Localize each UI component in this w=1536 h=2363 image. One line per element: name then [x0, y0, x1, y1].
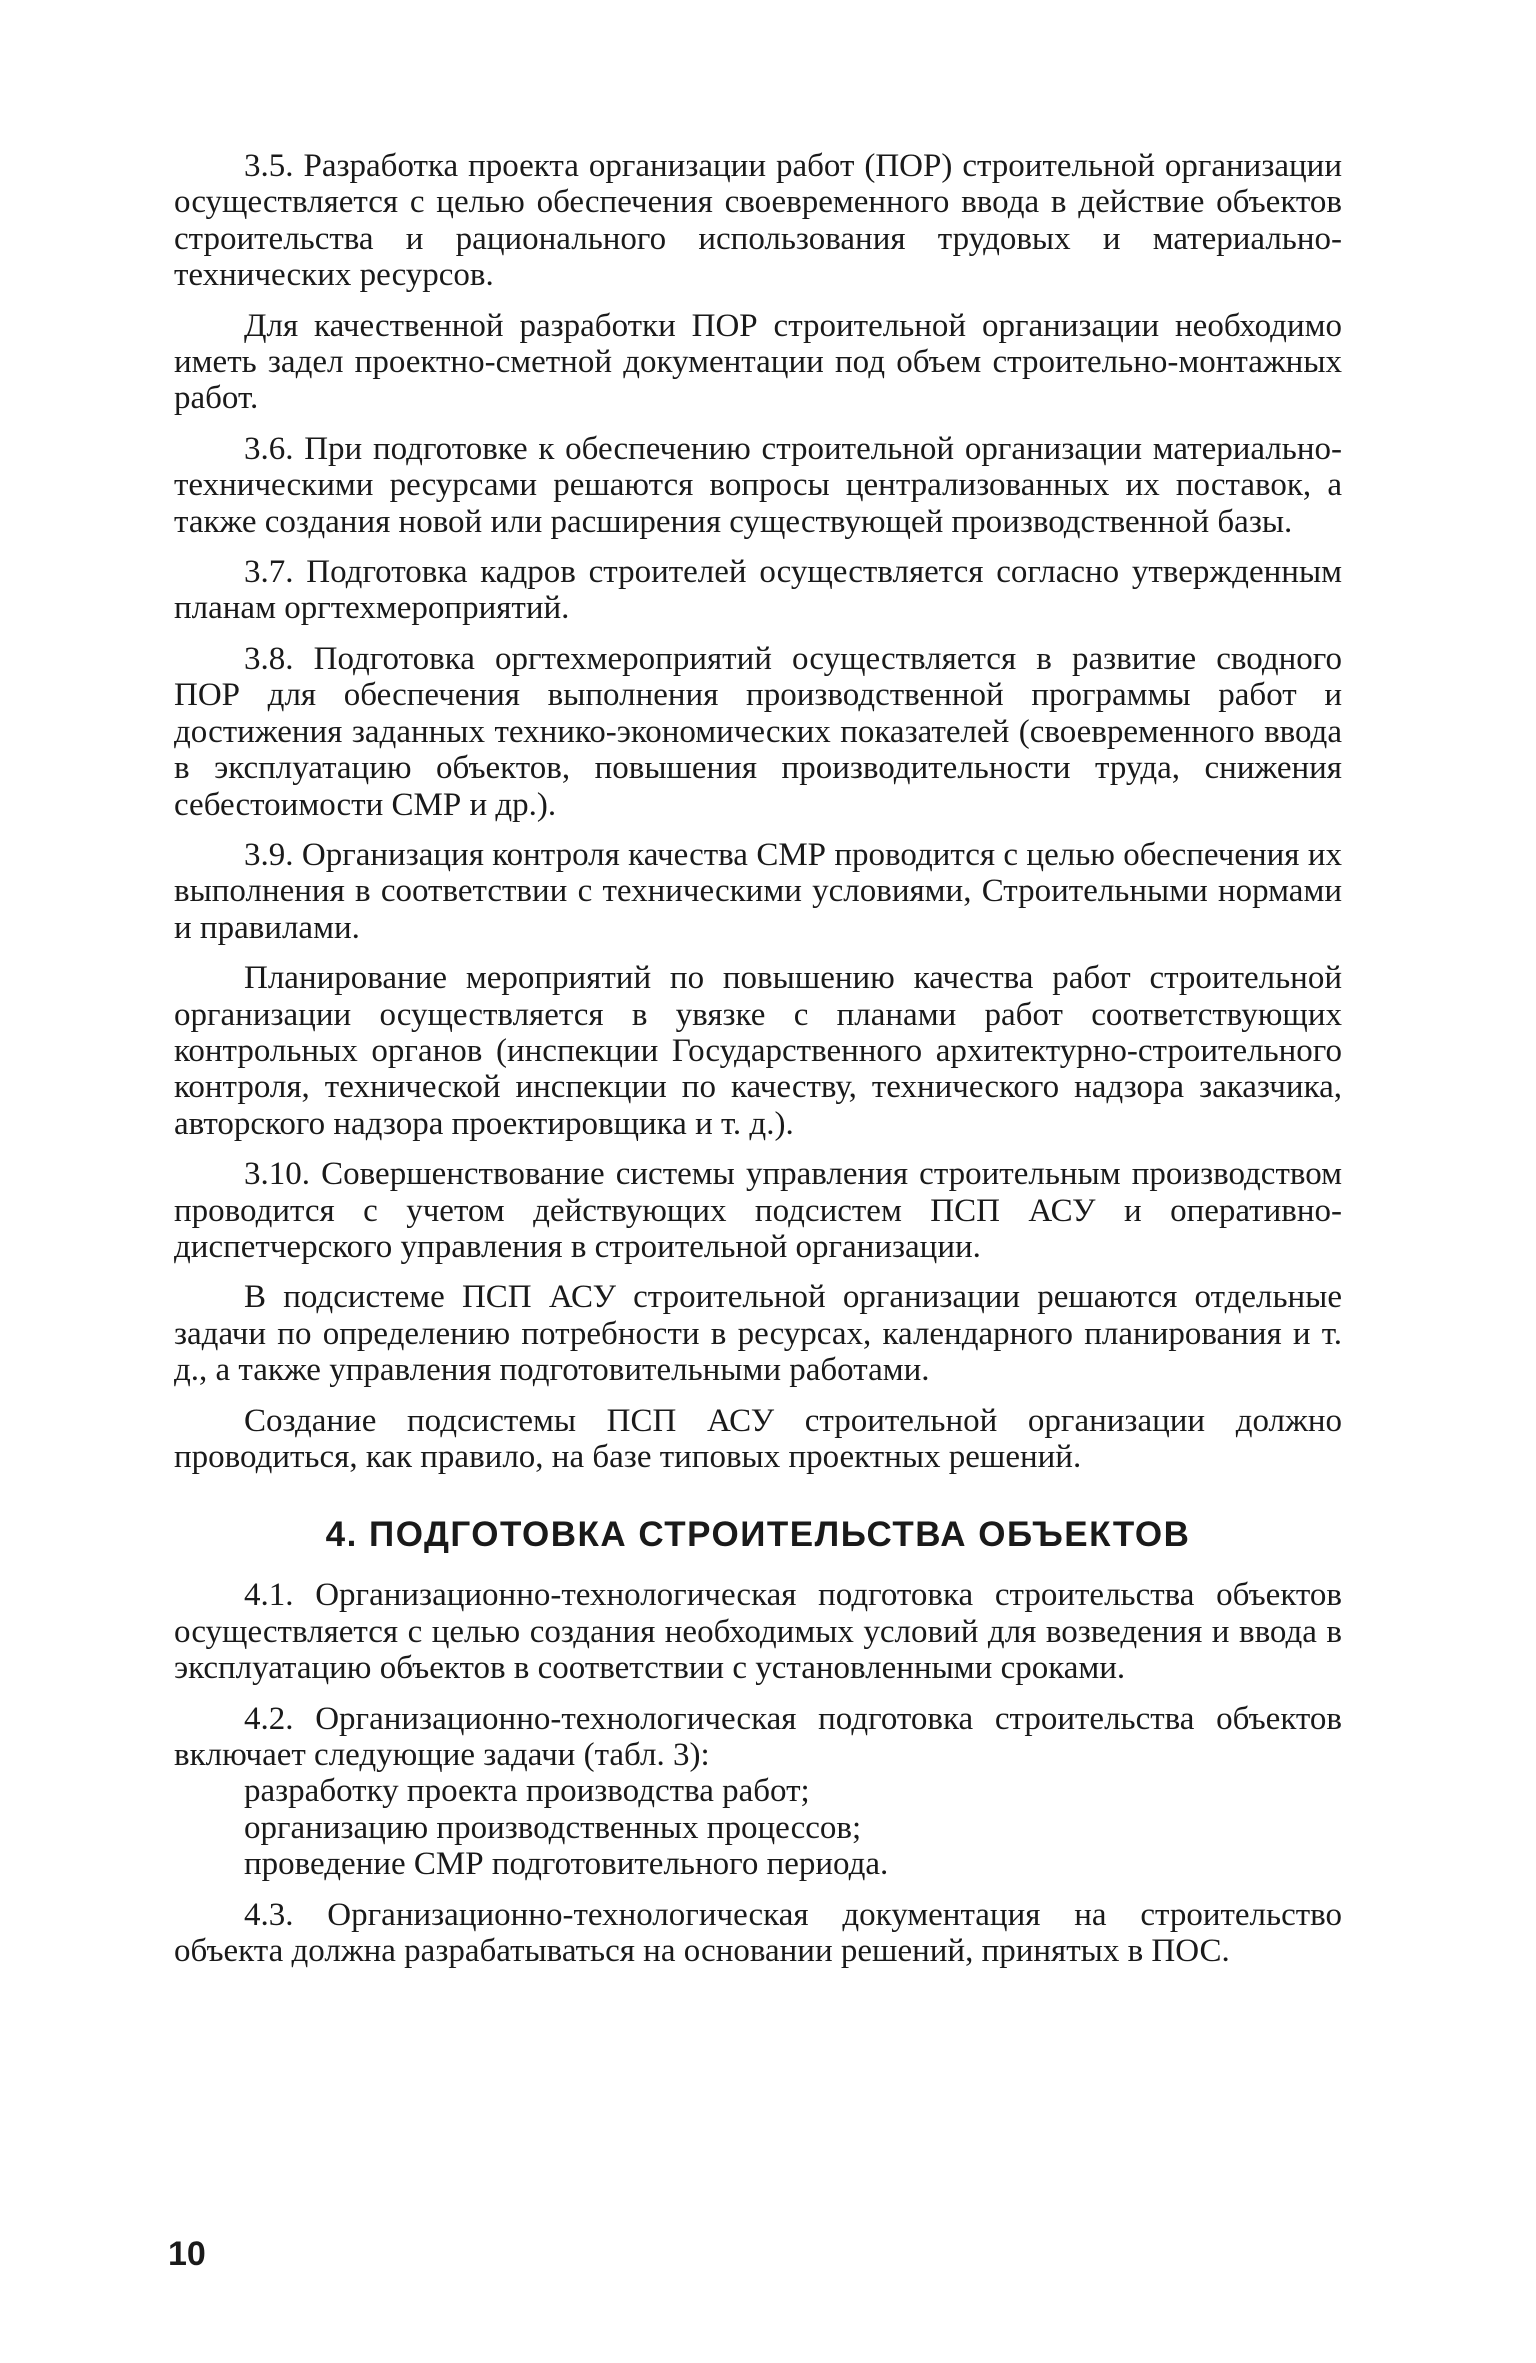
- paragraph-3-7: 3.7. Подготовка кадров строителей осуществляется согласно утвержденным планам оргтехмероприятий.: [174, 554, 1342, 627]
- paragraph-3-5-continued: Для качественной разработки ПОР строительной организации необходимо иметь задел проектно-сметной документации под объем строительно-монтажных работ.: [174, 307, 1342, 417]
- paragraph-3-6: 3.6. При подготовке к обеспечению строительной организации материально-техническими ресурсами решаются вопросы централизованных их поставок, а также создания новой или расширения существующей производственной базы.: [174, 430, 1342, 540]
- paragraph-4-3: 4.3. Организационно-технологическая документация на строительство объекта должна разрабатываться на основании решений, принятых в ПОС.: [174, 1896, 1342, 1970]
- list-item: проведение СМР подготовительного периода.: [244, 1846, 889, 1883]
- paragraph-3-8: 3.8. Подготовка оргтехмероприятий осуществляется в развитие сводного ПОР для обеспечения выполнения производственной программы работ и достижения заданных технико-экономических показателей (своевременного ввода в эксплуатацию объектов, повышения производительности труда, снижения себестоимости СМР и др.).: [174, 640, 1342, 823]
- paragraph-4-1: 4.1. Организационно-технологическая подготовка строительства объектов осуществляется с целью создания необходимых условий для возведения и ввода в эксплуатацию объектов в соответствии с установленными сроками.: [174, 1577, 1342, 1687]
- page-number: 10: [168, 2235, 206, 2273]
- list-item: организацию производственных процессов;: [244, 1809, 862, 1846]
- section-heading-4: 4. ПОДГОТОВКА СТРОИТЕЛЬСТВА ОБЪЕКТОВ: [325, 1515, 1191, 1555]
- paragraph-3-9-continued: Планирование мероприятий по повышению качества работ строительной организации осуществляется в увязке с планами работ соответствующих контрольных органов (инспекции Государственного архитектурно-строительного контроля, технической инспекции по качеству, технического надзора заказчика, авторского надзора проектировщика и т. д.).: [174, 960, 1342, 1142]
- paragraph-3-9: 3.9. Организация контроля качества СМР проводится с целью обеспечения их выполнения в соответствии с техническими условиями, Строительными нормами и правилами.: [174, 836, 1342, 946]
- paragraph-3-10-subsystem: В подсистеме ПСП АСУ строительной организации решаются отдельные задачи по определению потребности в ресурсах, календарного планирования и т. д., а также управления подготовительными работами.: [174, 1279, 1342, 1389]
- page-body: [174, 148, 1342, 1969]
- paragraph-3-5: 3.5. Разработка проекта организации работ (ПОР) строительной организации осуществляется с целью обеспечения своевременного ввода в действие объектов строительства и рационального использования трудовых и материально-технических ресурсов.: [174, 148, 1342, 294]
- paragraph-3-10-creation: Создание подсистемы ПСП АСУ строительной организации должно проводиться, как правило, на базе типовых проектных решений.: [174, 1402, 1342, 1475]
- paragraph-4-2: 4.2. Организационно-технологическая подготовка строительства объектов включает следующие задачи (табл. 3):: [174, 1700, 1342, 1774]
- paragraph-3-10: 3.10. Совершенствование системы управления строительным производством проводится с учетом действующих подсистем ПСП АСУ и оперативно-диспетчерского управления в строительной организации.: [174, 1156, 1342, 1265]
- list-item: разработку проекта производства работ;: [244, 1773, 810, 1810]
